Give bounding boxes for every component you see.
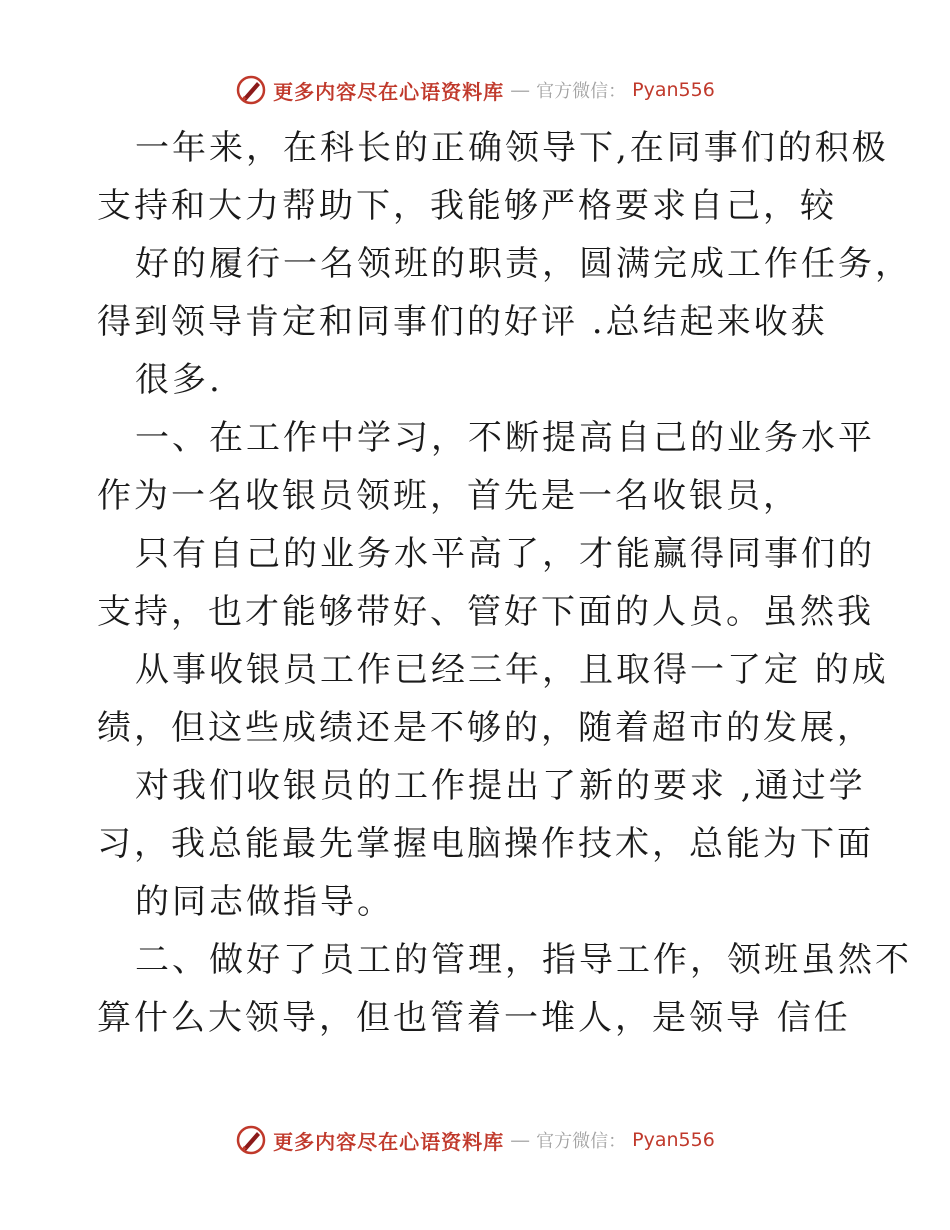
paragraph-line: 支持，也才能够带好、管好下面的人员。虽然我 — [97, 592, 874, 632]
paragraph-line: 得到领导肯定和同事们的好评 .总结起来收获 — [97, 302, 828, 342]
paragraph-line: 支持和大力帮助下，我能够严格要求自己，较 — [97, 186, 837, 226]
wechat-id: Pyan556 — [632, 1129, 715, 1151]
wechat-id: Pyan556 — [632, 79, 715, 101]
section-heading: 一、在工作中学习，不断提高自己的业务水平 — [135, 418, 875, 458]
wechat-label: 官方微信： — [536, 1131, 627, 1152]
paragraph-line: 习，我总能最先掌握电脑操作技术，总能为下面 — [97, 824, 874, 864]
brand-text: 更多内容尽在心语资料库 — [273, 1129, 505, 1154]
banner-separator: — — [510, 78, 531, 102]
paragraph-line: 只有自己的业务水平高了，才能赢得同事们的 — [135, 534, 875, 574]
paragraph-line: 作为一名收银员领班，首先是一名收银员， — [97, 476, 800, 516]
brand-text: 更多内容尽在心语资料库 — [273, 79, 505, 104]
paragraph-line: 的同志做指导。 — [135, 882, 394, 922]
paragraph-line: 从事收银员工作已经三年，且取得一了定 的成 — [135, 650, 889, 690]
pen-quill-logo-icon — [235, 1124, 267, 1156]
header-watermark-banner — [0, 70, 950, 110]
wechat-label: 官方微信： — [536, 81, 627, 102]
banner-separator: — — [510, 1128, 531, 1152]
paragraph-line: 很多. — [135, 360, 223, 400]
paragraph-line: 算什么大领导，但也管着一堆人，是领导 信任 — [97, 998, 851, 1038]
paragraph-line: 一年来，在科长的正确领导下,在同事们的积极 — [135, 128, 889, 168]
section-heading: 二、做好了员工的管理，指导工作，领班虽然不 — [135, 940, 912, 980]
pen-quill-logo-icon — [235, 74, 267, 106]
paragraph-line: 对我们收银员的工作提出了新的要求 ,通过学 — [135, 766, 866, 806]
paragraph-line: 好的履行一名领班的职责，圆满完成工作任务， — [135, 244, 912, 284]
paragraph-line: 绩，但这些成绩还是不够的，随着超市的发展， — [97, 708, 874, 748]
footer-watermark-banner — [0, 1120, 950, 1160]
